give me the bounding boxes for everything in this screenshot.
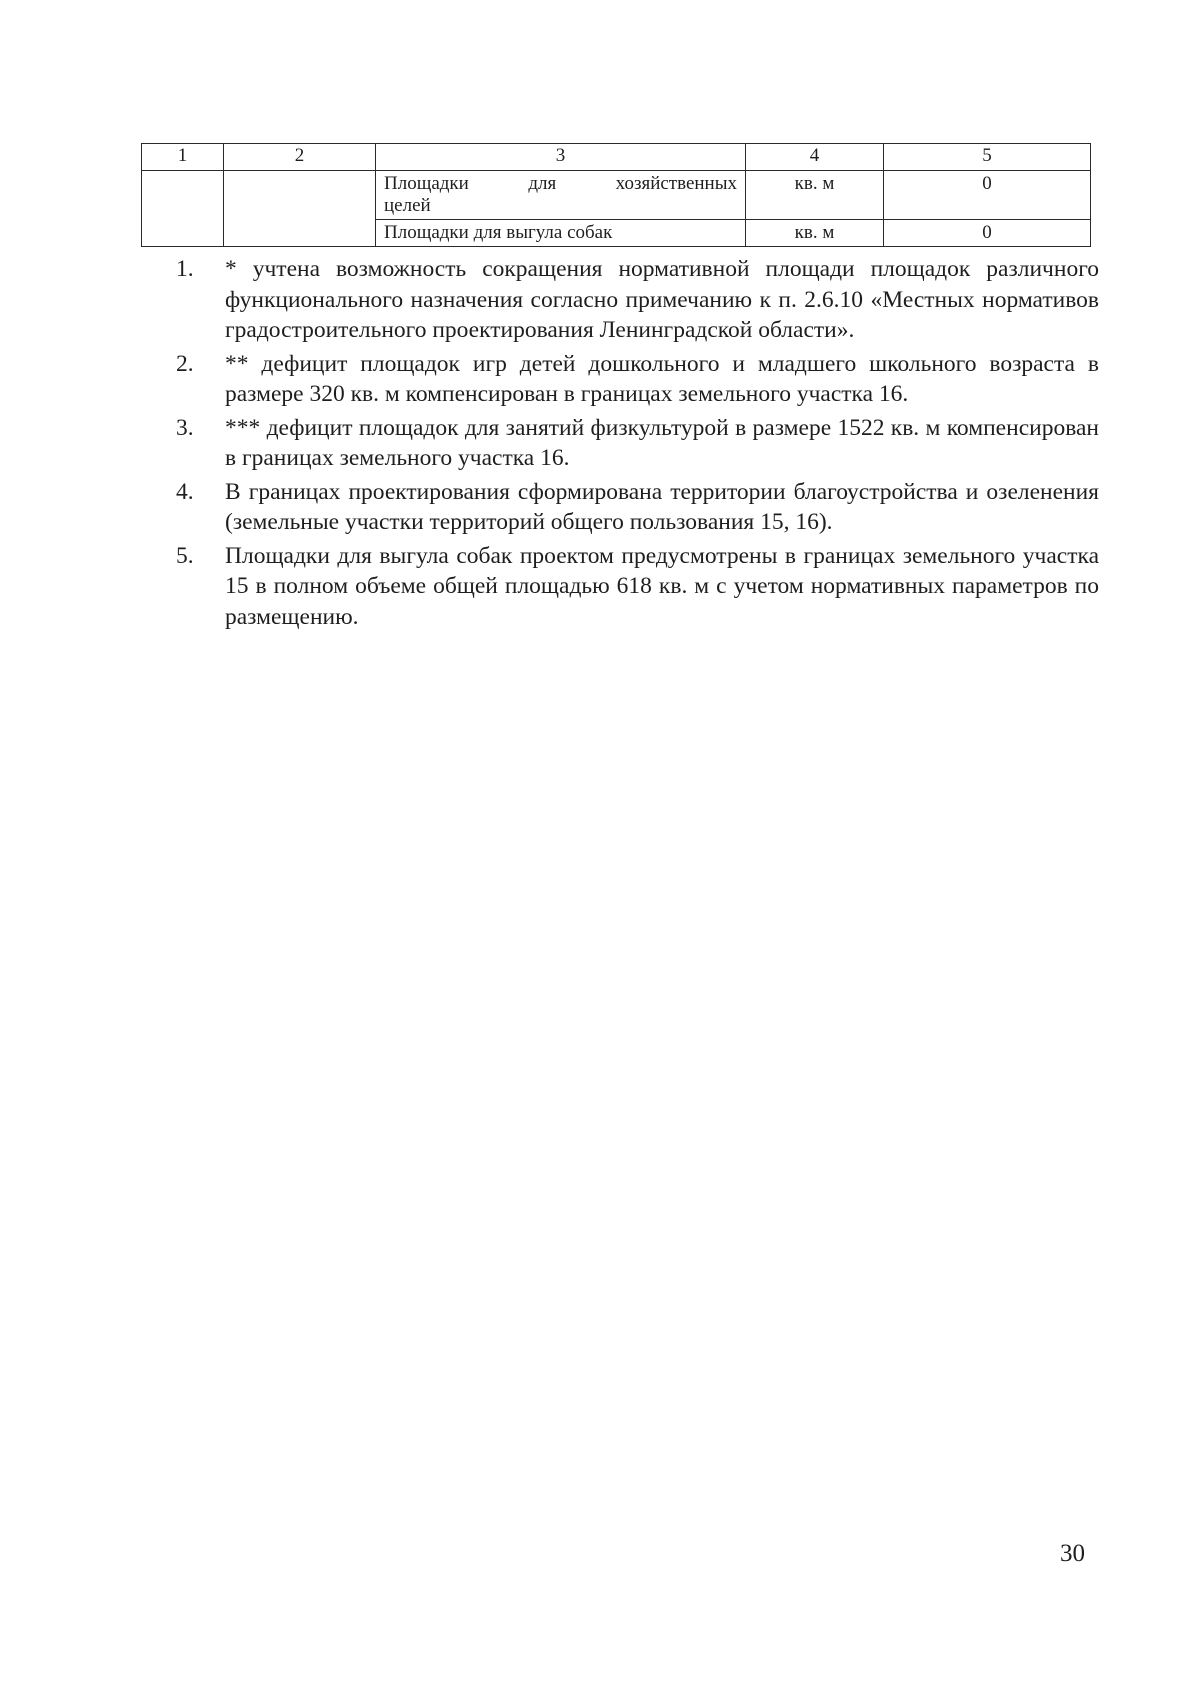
note-text: Площадки для выгула собак проектом предусмотрены в границах земельного участка 15 в полном объеме общей площадью 618 кв. м с учетом нормативных параметров по размещению. — [225, 542, 1099, 630]
table-row — [142, 171, 1091, 220]
table-cell-unit: кв. м — [746, 220, 884, 247]
table-cell-empty — [224, 171, 376, 247]
page-number: 30 — [1060, 1540, 1085, 1567]
header-cell-5: 5 — [884, 144, 1091, 171]
note-text: ** дефицит площадок игр детей дошкольного и младшего школьного возраста в размере 320 кв. м компенсирован в границах земельного участка 16. — [225, 350, 1099, 407]
note-item — [176, 541, 1099, 633]
note-item — [176, 477, 1099, 538]
note-text: * учтена возможность сокращения нормативной площади площадок различного функционального назначения согласно примечанию к п. 2.6.10 «Местных нормативов градостроительного проектирования Ленинградской области». — [225, 256, 1099, 343]
note-text: В границах проектирования сформирована территории благоустройства и озеленения (земельные участки территорий общего пользования 15, 16). — [225, 478, 1099, 535]
data-table — [141, 143, 1091, 247]
note-item — [176, 349, 1099, 410]
table-cell-value: 0 — [884, 171, 1091, 220]
note-item — [176, 413, 1099, 474]
table-cell-unit: кв. м — [746, 171, 884, 220]
name-rest: целей — [384, 195, 431, 216]
note-text: *** дефицит площадок для занятий физкультурой в размере 1522 кв. м компенсирован в границах земельного участка 16. — [225, 414, 1099, 471]
table-header-row — [142, 144, 1091, 171]
table-cell-empty — [142, 171, 224, 247]
header-cell-2: 2 — [224, 144, 376, 171]
header-cell-1: 1 — [142, 144, 224, 171]
table-cell-name: Площадки для выгула собак — [376, 220, 746, 247]
note-item — [176, 254, 1099, 346]
note-number: 2. — [176, 350, 194, 377]
notes-list — [176, 254, 1099, 635]
note-number: 5. — [176, 542, 194, 569]
note-number: 4. — [176, 478, 194, 505]
table-cell-name: Площадки для хозяйственных целей — [376, 171, 746, 220]
table-cell-value: 0 — [884, 220, 1091, 247]
note-number: 3. — [176, 414, 194, 441]
header-cell-4: 4 — [746, 144, 884, 171]
header-cell-3: 3 — [376, 144, 746, 171]
note-number: 1. — [176, 256, 194, 282]
